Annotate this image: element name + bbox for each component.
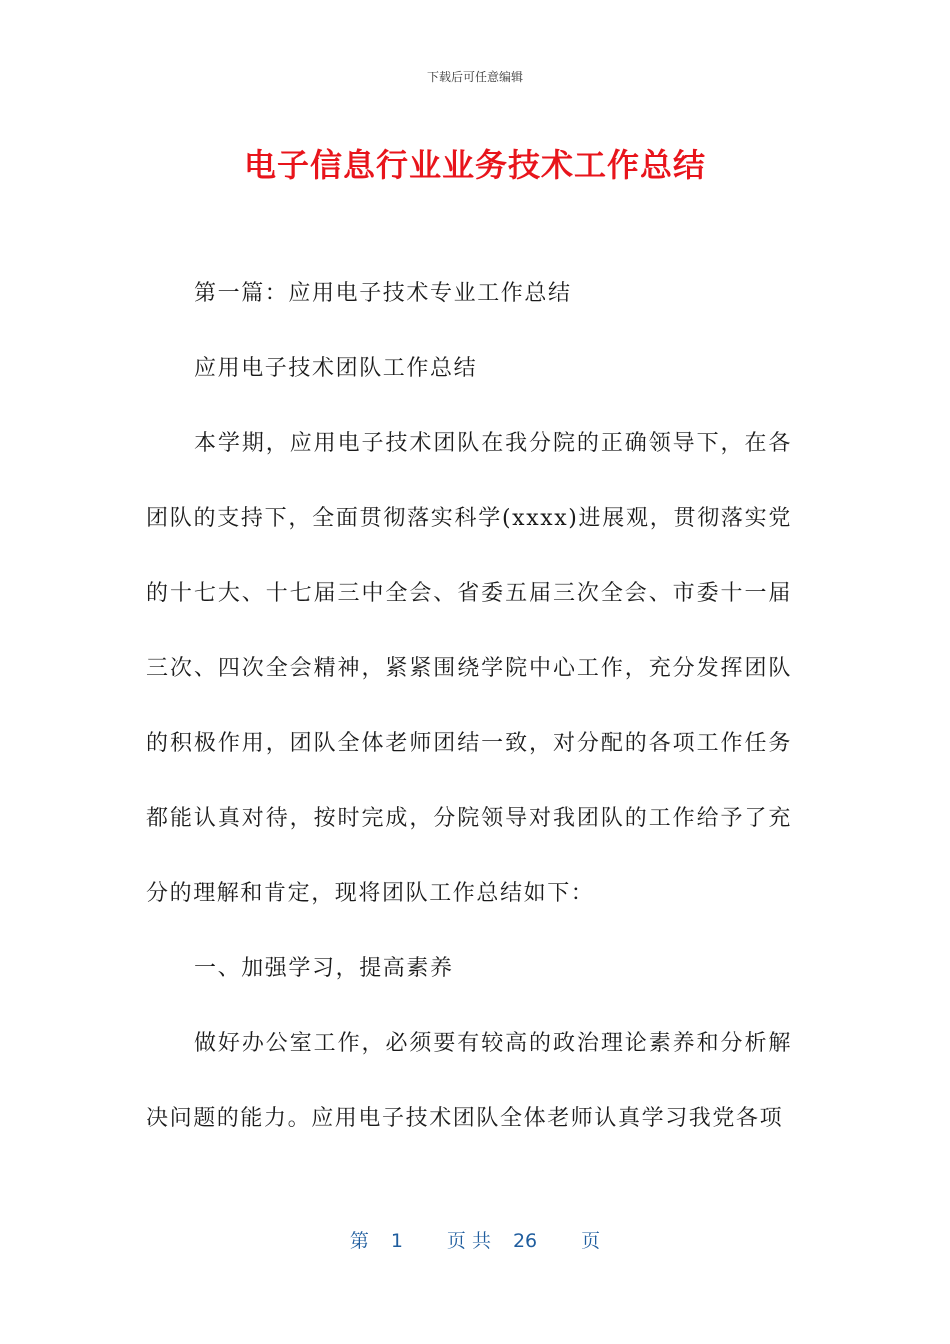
footer-prefix: 第	[349, 1230, 369, 1252]
paragraph-body: 做好办公室工作，必须要有较高的政治理论素养和分析解决问题的能力。应用电子技术团队全体老师认真学习我党各项	[146, 1031, 792, 1131]
footer-page-number: 1	[390, 1230, 403, 1252]
footer-suffix: 页	[581, 1230, 601, 1252]
document-body	[146, 256, 792, 1156]
footer-middle: 页 共	[446, 1230, 491, 1252]
footer-total-pages: 26	[512, 1230, 538, 1252]
document-title: 电子信息行业业务技术工作总结	[243, 146, 706, 184]
paragraph-intro: 本学期，应用电子技术团队在我分院的正确领导下，在各团队的支持下，全面贯彻落实科学(xxxx)进展观，贯彻落实党的十七大、十七届三中全会、省委五届三次全会、市委十一届三次、四次全会精神，紧紧围绕学院中心工作，充分发挥团队的积极作用，团队全体老师团结一致，对分配的各项工作任务都能认真对待，按时完成，分院领导对我团队的工作给予了充分的理解和肯定，现将团队工作总结如下：	[146, 431, 792, 906]
paragraph-point-heading: 一、加强学习，提高素养	[194, 956, 454, 981]
page-footer	[0, 1226, 950, 1253]
paragraph-subheading: 应用电子技术团队工作总结	[194, 356, 478, 381]
header-note: 下载后可任意编辑	[426, 70, 523, 84]
paragraph-section-heading: 第一篇：应用电子技术专业工作总结	[194, 281, 572, 306]
